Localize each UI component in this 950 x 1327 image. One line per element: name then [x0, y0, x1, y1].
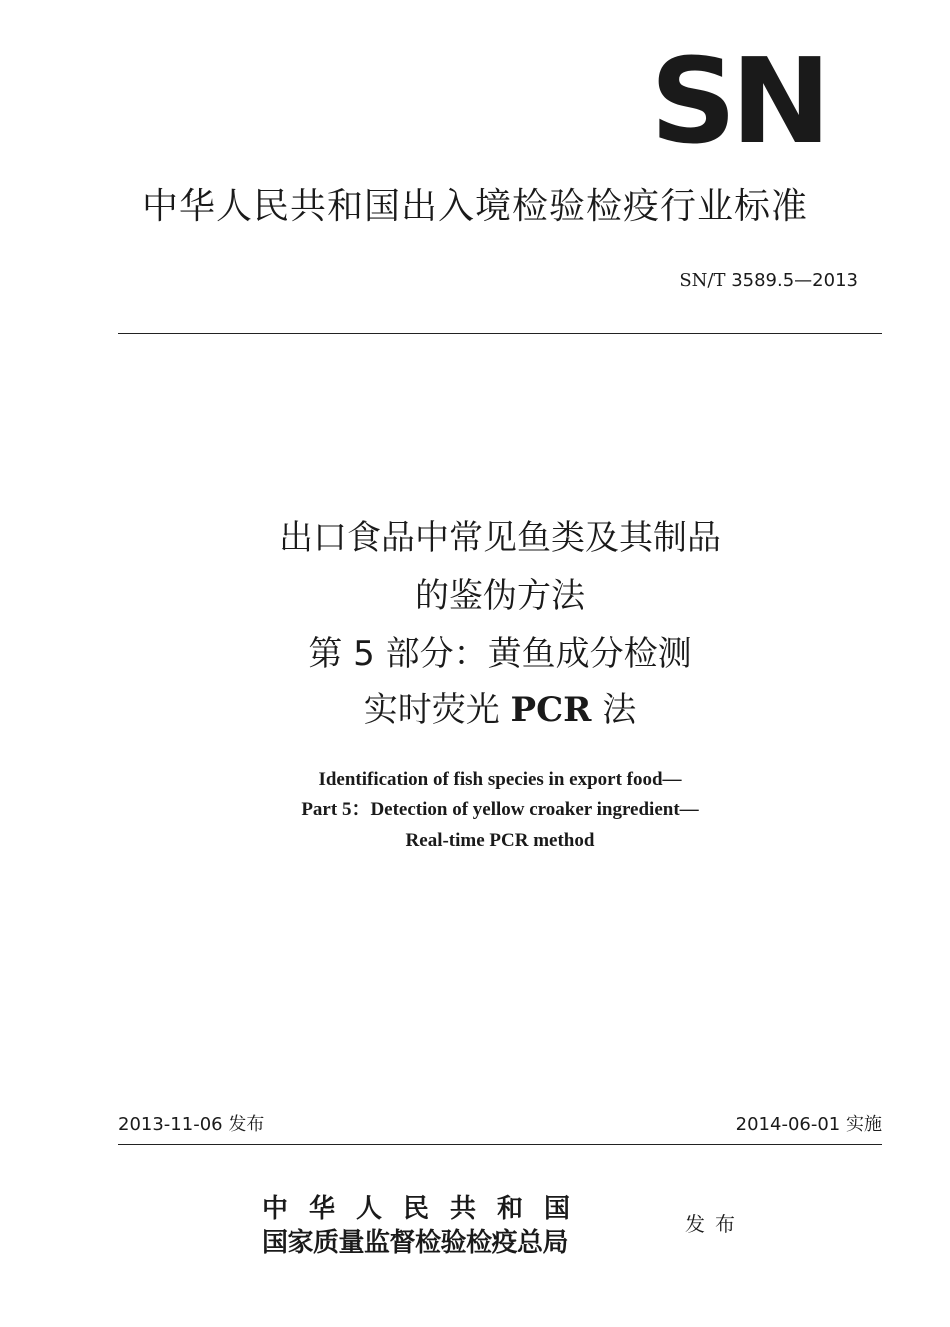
- implementation-date: 2014-06-01 实施: [735, 1114, 882, 1135]
- industry-standard-title: 中华人民共和国出入境检验检疫行业标准: [141, 186, 808, 227]
- sn-logo: SN: [650, 32, 826, 170]
- chinese-title-line-4-end: 法: [591, 690, 637, 730]
- bottom-divider: [118, 1144, 882, 1145]
- chinese-title-line-3: 第 5 部分：黄鱼成分检测: [308, 634, 692, 674]
- english-title-line-1: Identification of fish species in export food—: [318, 769, 682, 790]
- issuer-country: 中华人民共和国: [262, 1194, 592, 1224]
- chinese-title-line-2: 的鉴伪方法: [415, 576, 585, 616]
- english-title-line-3: Real-time PCR method: [405, 830, 595, 851]
- chinese-title-line-4-pcr: PCR: [510, 690, 592, 730]
- standard-number: 3589.5—2013: [731, 270, 858, 291]
- chinese-title-line-1: 出口食品中常见鱼类及其制品: [279, 518, 721, 558]
- chinese-title-line-4: [0, 686, 950, 734]
- issuer-agency: 国家质量监督检验检疫总局: [262, 1228, 569, 1258]
- chinese-title-line-4-start: 实时荧光: [363, 690, 511, 730]
- issue-label: 发布: [685, 1212, 745, 1236]
- standard-prefix: SN/T: [679, 270, 726, 291]
- standard-code: [679, 268, 858, 294]
- english-title-line-2: Part 5：Detection of yellow croaker ingredient—: [301, 799, 699, 820]
- issue-date: 2013-11-06 发布: [118, 1114, 265, 1135]
- top-divider: [118, 333, 882, 334]
